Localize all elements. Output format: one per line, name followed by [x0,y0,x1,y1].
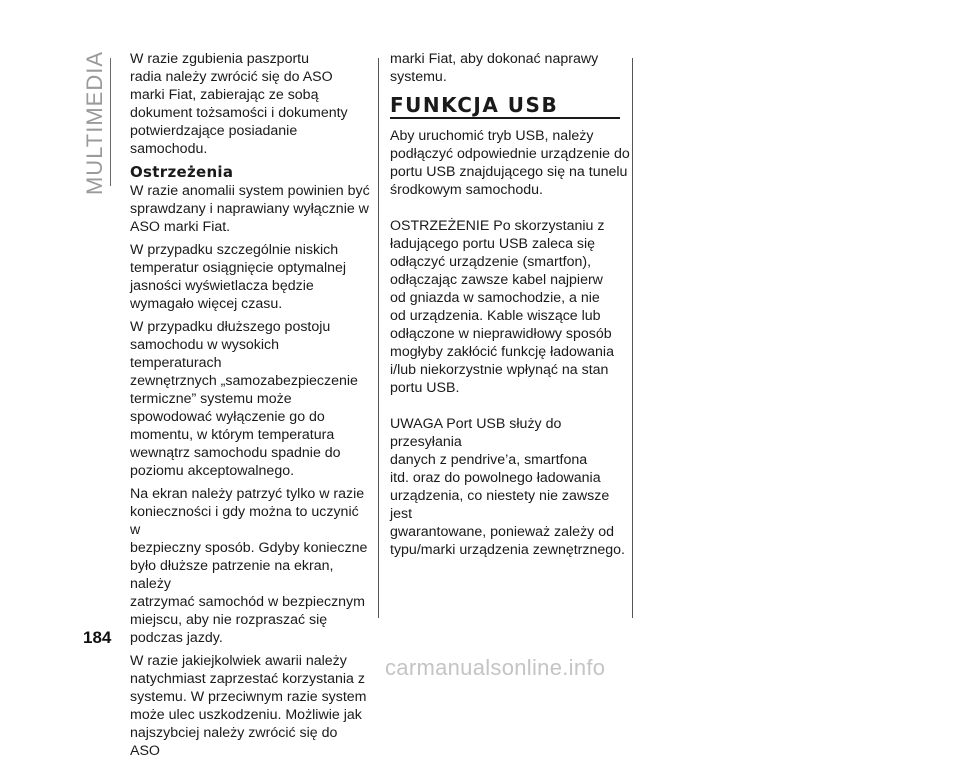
text-column-left [130,50,370,765]
paragraph-passport: W razie zgubienia paszportu radia należy zwrócić się do ASO marki Fiat, zabierając ze sobą dokument tożsamości i dokumenty potwierdzające posiadanie samochodu. [130,51,348,157]
paragraph-anomalies: W razie anomalii system powinien być sprawdzany i naprawiany wyłącznie w ASO marki Fiat. [130,183,370,235]
section-tab-divider [110,58,111,186]
paragraph-failure: W razie jakiejkolwiek awarii należy natychmiast zaprzestać korzystania z systemu. W przeciwnym razie system może ulec uszkodzeniu. Możliwie jak najszybciej należy zwrócić się do ASO [130,653,367,759]
column-divider-right [632,58,633,618]
paragraph-usb-mode: Aby uruchomić tryb USB, należy podłączyć odpowiednie urządzenie do portu USB znajdującego się na tunelu środkowym samochodu. [390,128,630,198]
section-tab-label: MULTIMEDIA [82,50,108,195]
heading-usb-function: FUNKCJA USB [390,96,620,119]
paragraph-usb-note: UWAGA Port USB służy do przesyłania danych z pendrive’a, smartfona itd. oraz do powolnego ładowania urządzenia, co niestety nie zawsze jest gwarantowane, ponieważ zależy od typu/marki urządzenia zewnętrznego. [390,416,626,558]
page-number: 184 [83,628,112,647]
watermark: carmanualsonline.info [385,655,606,680]
section-tab [82,50,108,195]
text-column-right [390,50,630,564]
heading-spacer [390,119,630,127]
column-divider-left [378,58,379,618]
subheading-warnings: Ostrzeżenia [130,163,234,181]
paragraph-screen-safety: Na ekran należy patrzyć tylko w razie konieczności i gdy można to uczynić w bezpieczny sposób. Gdyby konieczne było dłuższe patrzenie na ekran, należy zatrzymać samochód w bezpiecznym miejscu, aby nie rozpraszać się podczas jazdy. [130,486,368,646]
paragraph-repair-continued: marki Fiat, aby dokonać naprawy systemu. [390,51,599,85]
paragraph-usb-warning: OSTRZEŻENIE Po skorzystaniu z ładującego portu USB zaleca się odłączyć urządzenie (smartfon), odłączając zawsze kabel najpierw od gniazda w samochodzie, a nie od urządzenia. Kable wiszące lub odłączone w nieprawidłowy sposób mogłyby zakłócić funkcję ładowania i/lub niekorzystnie wpłynąć na stan portu USB. [390,218,614,396]
paragraph-thermal-protection: W przypadku dłuższego postoju samochodu w wysokich temperaturach zewnętrznych „samozabezpieczenie termiczne” systemu może spowodować wyłączenie go do momentu, w którym temperatura wewnątrz samochodu spadnie do poziomu akceptowalnego. [130,319,358,479]
paragraph-low-temperature: W przypadku szczególnie niskich temperatur osiągnięcie optymalnej jasności wyświetlacza będzie wymagało więcej czasu. [130,242,347,312]
